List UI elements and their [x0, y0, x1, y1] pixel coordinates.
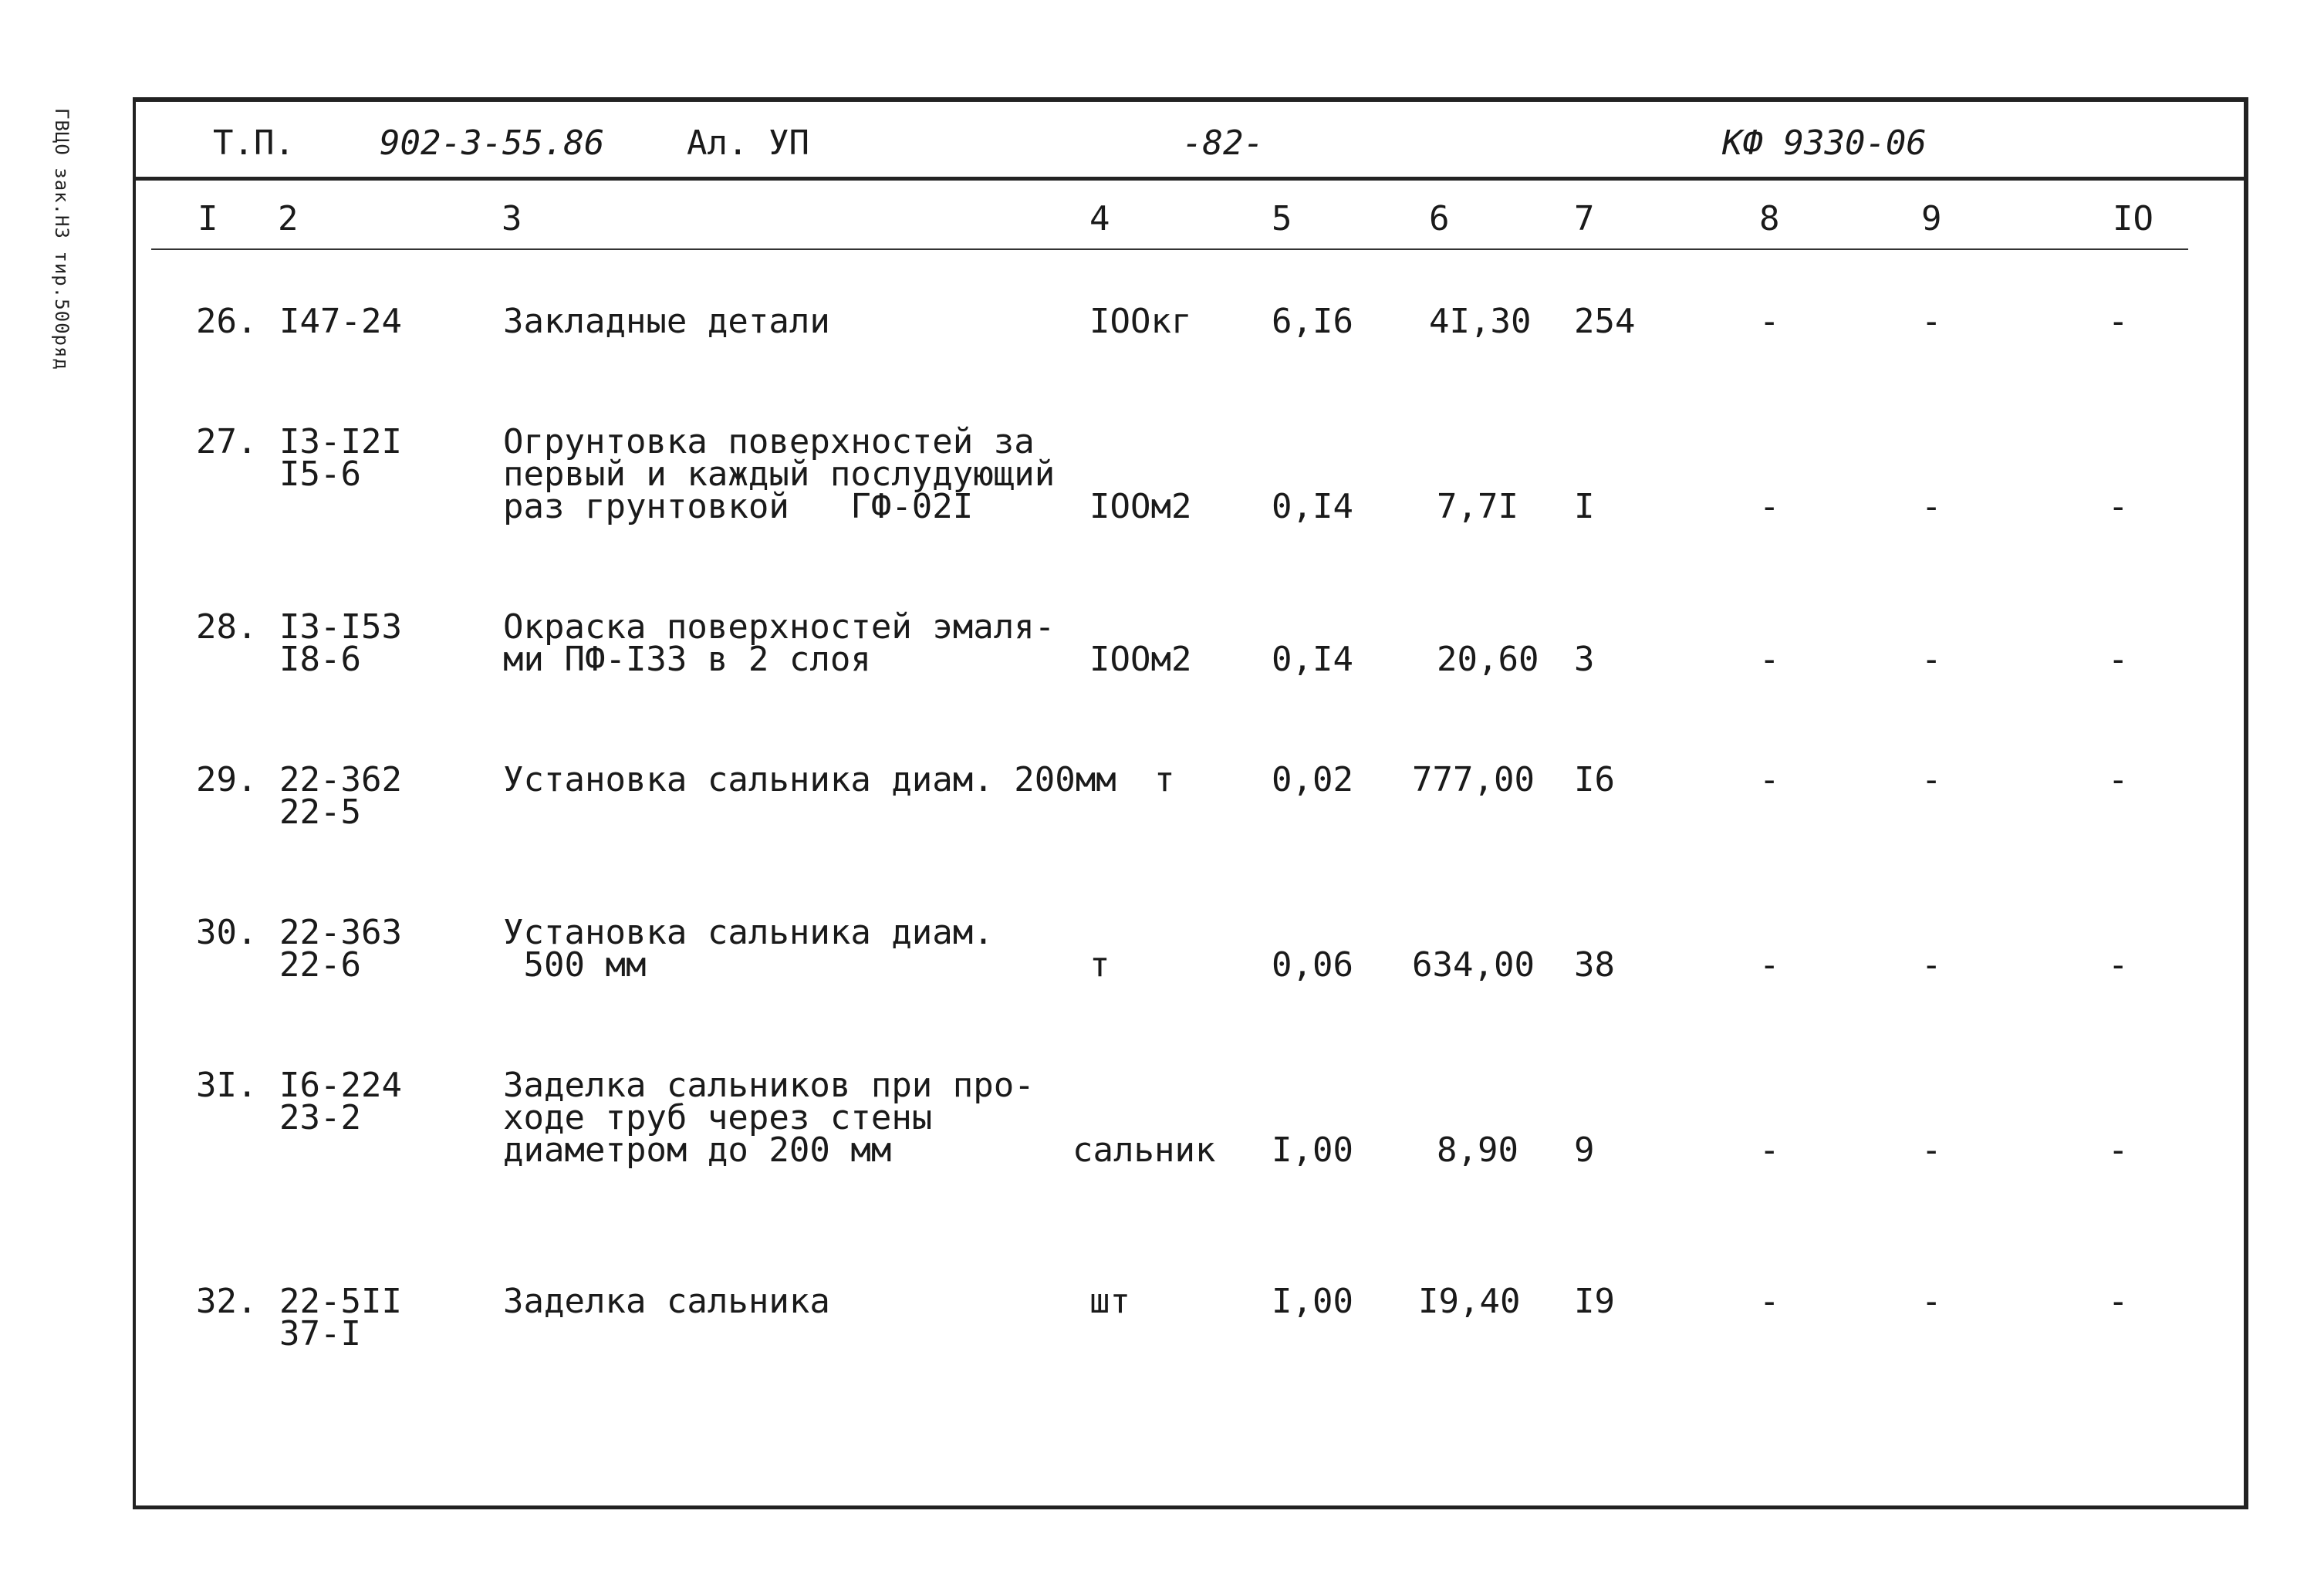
row-number: 3I. [196, 1066, 258, 1105]
unit-price: 7,7I [1437, 487, 1518, 526]
unit-price: 634,00 [1412, 945, 1535, 985]
norm-code: I3-I53 I8-6 [279, 607, 402, 679]
col9-value: - [1921, 1130, 1942, 1170]
tp-label: Т.П. [213, 123, 295, 163]
unit: IOOм2 [1089, 640, 1192, 679]
col8-value: - [1759, 1130, 1780, 1170]
work-description: Установка сальника диам. 500 мм [503, 913, 994, 985]
work-description: Окраска поверхностей эмаля- ми ПФ-I33 в 2 слоя [503, 607, 1056, 679]
col10-value: - [2108, 760, 2129, 799]
quantity: I,00 [1272, 1130, 1353, 1170]
col-header-2: 2 [278, 199, 299, 238]
quantity: 0,02 [1272, 760, 1353, 799]
total-cost: 3 [1574, 640, 1595, 679]
col10-value: - [2108, 640, 2129, 679]
col-header-5: 5 [1272, 199, 1292, 238]
col9-value: - [1921, 302, 1942, 341]
work-description: Закладные детали [503, 302, 830, 341]
unit-price: 777,00 [1412, 760, 1535, 799]
unit: шт [1089, 1282, 1130, 1321]
col9-value: - [1921, 945, 1942, 985]
col-header-3: 3 [502, 199, 522, 238]
col9-value: - [1921, 1282, 1942, 1321]
row-number: 30. [196, 913, 258, 952]
document-code: КФ 9330-06 [1722, 123, 1927, 163]
unit: т [1089, 945, 1110, 985]
unit: т [1154, 760, 1175, 799]
row-number: 28. [196, 607, 258, 647]
col-header-10: IO [2113, 199, 2153, 238]
row-number: 29. [196, 760, 258, 799]
col10-value: - [2108, 1130, 2129, 1170]
col10-value: - [2108, 945, 2129, 985]
col9-value: - [1921, 760, 1942, 799]
work-description: Заделка сальников при про- ходе труб через стены диаметром до 200 мм [503, 1066, 1035, 1170]
col9-value: - [1921, 487, 1942, 526]
col-header-6: 6 [1429, 199, 1450, 238]
col8-value: - [1759, 302, 1780, 341]
col-header-1: I [198, 199, 218, 238]
total-cost: I9 [1574, 1282, 1615, 1321]
quantity: I,00 [1272, 1282, 1353, 1321]
norm-code: I6-224 23-2 [279, 1066, 402, 1137]
col8-value: - [1759, 640, 1780, 679]
project-number: 902-3-55.86 [380, 123, 605, 163]
row-number: 32. [196, 1282, 258, 1321]
norm-code: 22-5II 37-I [279, 1282, 402, 1353]
col-header-4: 4 [1089, 199, 1110, 238]
norm-code: 22-362 22-5 [279, 760, 402, 832]
unit-price: I9,40 [1418, 1282, 1521, 1321]
album-label: Ал. УП [687, 123, 809, 163]
col10-value: - [2108, 1282, 2129, 1321]
unit: IOOкг [1089, 302, 1192, 341]
work-description: Огрунтовка поверхностей за первый и каждый послудующий раз грунтовкой ГФ-02I [503, 422, 1056, 526]
column-header-divider [151, 248, 2188, 250]
col9-value: - [1921, 640, 1942, 679]
header-divider [133, 177, 2248, 181]
col-header-7: 7 [1574, 199, 1595, 238]
row-number: 26. [196, 302, 258, 341]
side-stamp: ГВЦО зак.НЗ тир.500ряд [51, 108, 73, 370]
page-number: -82- [1182, 123, 1264, 163]
quantity: 0,I4 [1272, 640, 1353, 679]
col8-value: - [1759, 760, 1780, 799]
total-cost: I [1574, 487, 1595, 526]
norm-code: I47-24 [279, 302, 402, 341]
col-header-8: 8 [1759, 199, 1780, 238]
quantity: 6,I6 [1272, 302, 1353, 341]
quantity: 0,I4 [1272, 487, 1353, 526]
total-cost: I6 [1574, 760, 1615, 799]
total-cost: 9 [1574, 1130, 1595, 1170]
row-number: 27. [196, 422, 258, 461]
work-description: Заделка сальника [503, 1282, 830, 1321]
work-description: Установка сальника диам. 200мм [503, 760, 1116, 799]
norm-code: I3-I2I I5-6 [279, 422, 402, 494]
col8-value: - [1759, 945, 1780, 985]
unit: сальник [1072, 1130, 1216, 1170]
col8-value: - [1759, 1282, 1780, 1321]
norm-code: 22-363 22-6 [279, 913, 402, 985]
total-cost: 38 [1574, 945, 1615, 985]
total-cost: 254 [1574, 302, 1636, 341]
unit-price: 20,60 [1437, 640, 1539, 679]
col10-value: - [2108, 487, 2129, 526]
col-header-9: 9 [1921, 199, 1942, 238]
quantity: 0,06 [1272, 945, 1353, 985]
col10-value: - [2108, 302, 2129, 341]
unit: IOOм2 [1089, 487, 1192, 526]
unit-price: 4I,30 [1429, 302, 1532, 341]
col8-value: - [1759, 487, 1780, 526]
unit-price: 8,90 [1437, 1130, 1518, 1170]
